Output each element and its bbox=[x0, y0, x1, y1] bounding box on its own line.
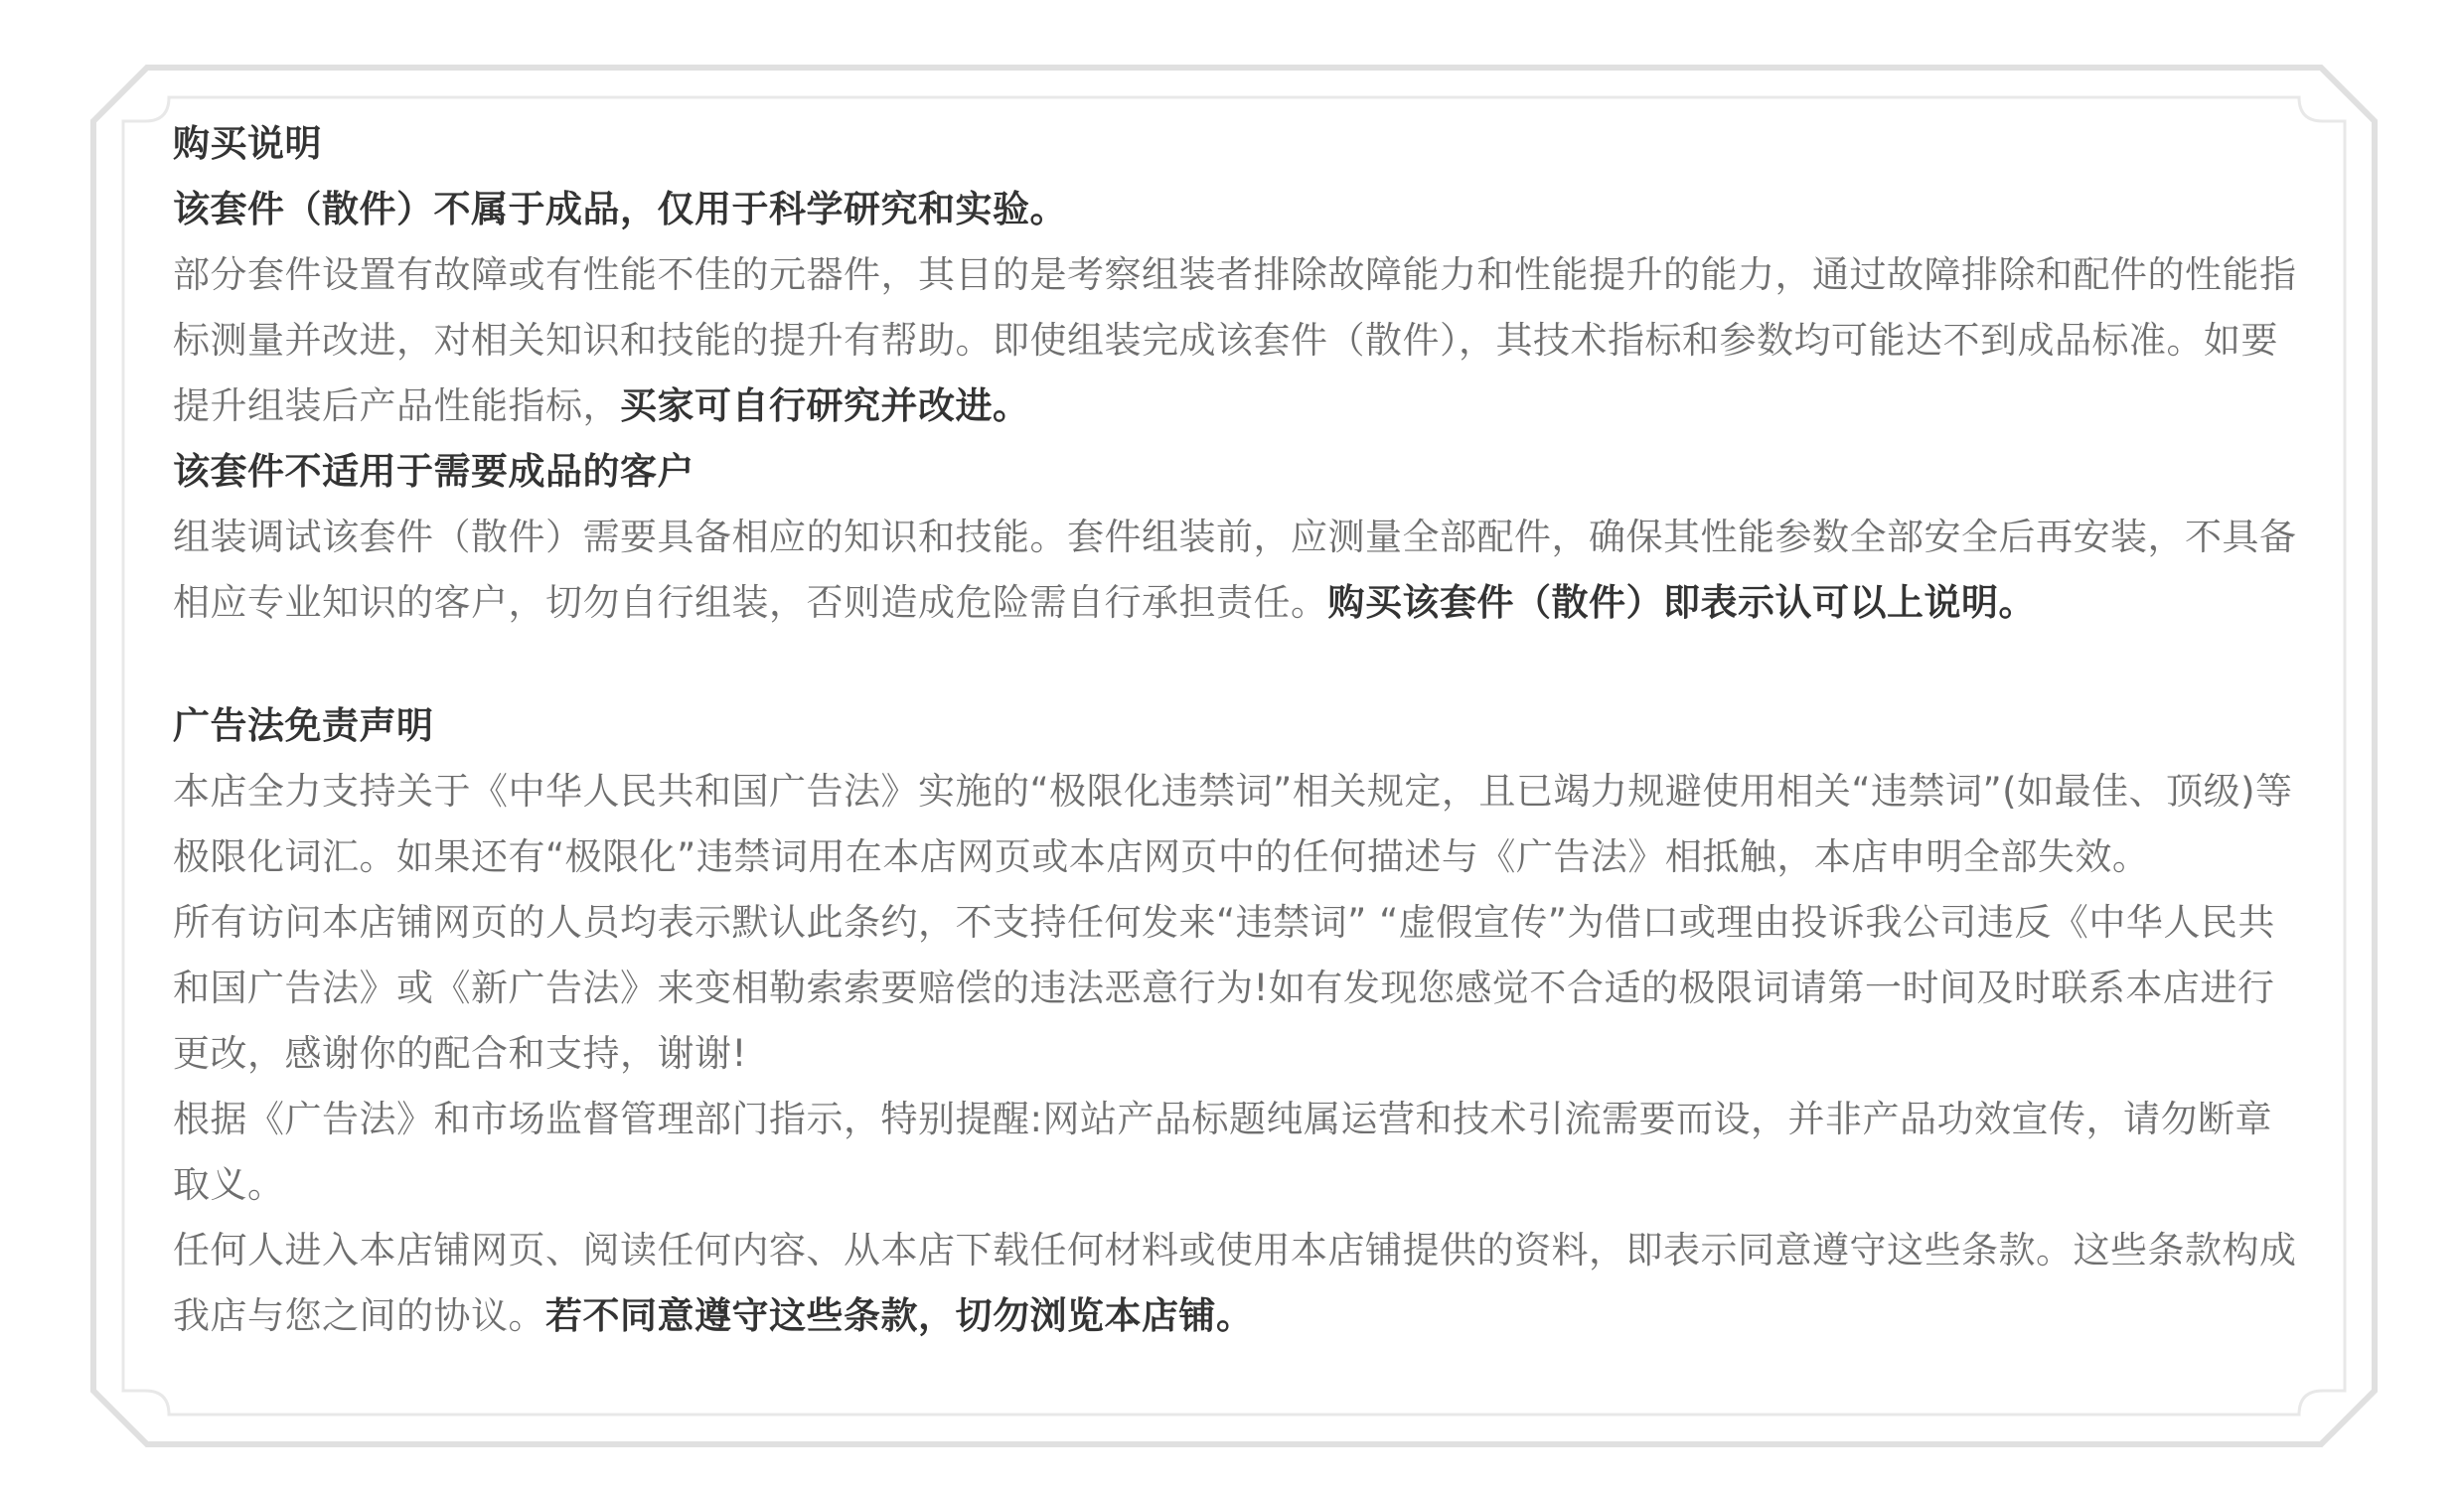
ad-law-paragraph-1: 本店全力支持关于《中华人民共和国广告法》实施的“极限化违禁词”相关规定，且已竭力规避使用相关“违禁词”(如最佳、顶级)等极限化词汇。如果还有“极限化”违禁词用在本店网页或本店网页中的任何描述与《广告法》相抵触，本店申明全部失效。 bbox=[173, 770, 2293, 878]
ad-law-paragraph-2: 所有访问本店铺网页的人员均表示默认此条约，不支持任何发来“违禁词” “虚假宣传”为借口或理由投诉我公司违反《中华人民共和国广告法》或《新广告法》来变相勒索索要赔偿的违法恶意行为!如有发现您感觉不合适的极限词请第一时间及时联系本店进行更改，感谢你的配合和支持，谢谢! bbox=[173, 901, 2275, 1075]
purchase-paragraph-2-text: 组装调试该套件（散件）需要具备相应的知识和技能。套件组装前，应测量全部配件，确保其性能参数全部安全后再安装，不具备相应专业知识的客户，切勿自行组装，否则造成危险需自行承担责任。 bbox=[173, 516, 2297, 624]
purchase-paragraph-2 bbox=[173, 505, 2309, 636]
purchase-paragraph-1-text: 部分套件设置有故障或有性能不佳的元器件，其目的是考察组装者排除故障能力和性能提升的能力，通过故障排除和配件的性能指标测量并改进，对相关知识和技能的提升有帮助。即使组装完成该套件（散件），其技术指标和参数均可能达不到成品标准。如要提升组装后产品性能指标， bbox=[173, 253, 2297, 427]
purchase-paragraph-1 bbox=[173, 242, 2309, 439]
purchase-subtitle-2: 该套件不适用于需要成品的客户 bbox=[173, 450, 694, 493]
purchase-paragraph-1-bold: 买家可自行研究并改进。 bbox=[620, 384, 1030, 427]
disclaimer-content bbox=[173, 111, 2309, 1349]
ad-law-paragraph-4-text: 任何人进入本店铺网页、阅读任何内容、从本店下载任何材料或使用本店铺提供的资料，即表示同意遵守这些条款。这些条款构成我店与您之间的协议。 bbox=[173, 1229, 2297, 1337]
purchase-subtitle: 该套件（散件）不属于成品，仅用于科学研究和实验。 bbox=[173, 188, 1067, 230]
ad-law-paragraph-4 bbox=[173, 1218, 2309, 1349]
purchase-title: 购买说明 bbox=[173, 122, 322, 165]
section-gap bbox=[173, 636, 2309, 693]
ad-law-paragraph-4-bold: 若不同意遵守这些条款，切勿浏览本店铺。 bbox=[545, 1294, 1254, 1337]
ad-law-title: 广告法免责声明 bbox=[173, 704, 434, 747]
ad-law-paragraph-3: 根据《广告法》和市场监督管理部门指示，特别提醒:网站产品标题纯属运营和技术引流需要而设，并非产品功效宣传，请勿断章取义。 bbox=[173, 1098, 2272, 1206]
purchase-paragraph-2-bold: 购买该套件（散件）即表示认可以上说明。 bbox=[1327, 581, 2036, 624]
